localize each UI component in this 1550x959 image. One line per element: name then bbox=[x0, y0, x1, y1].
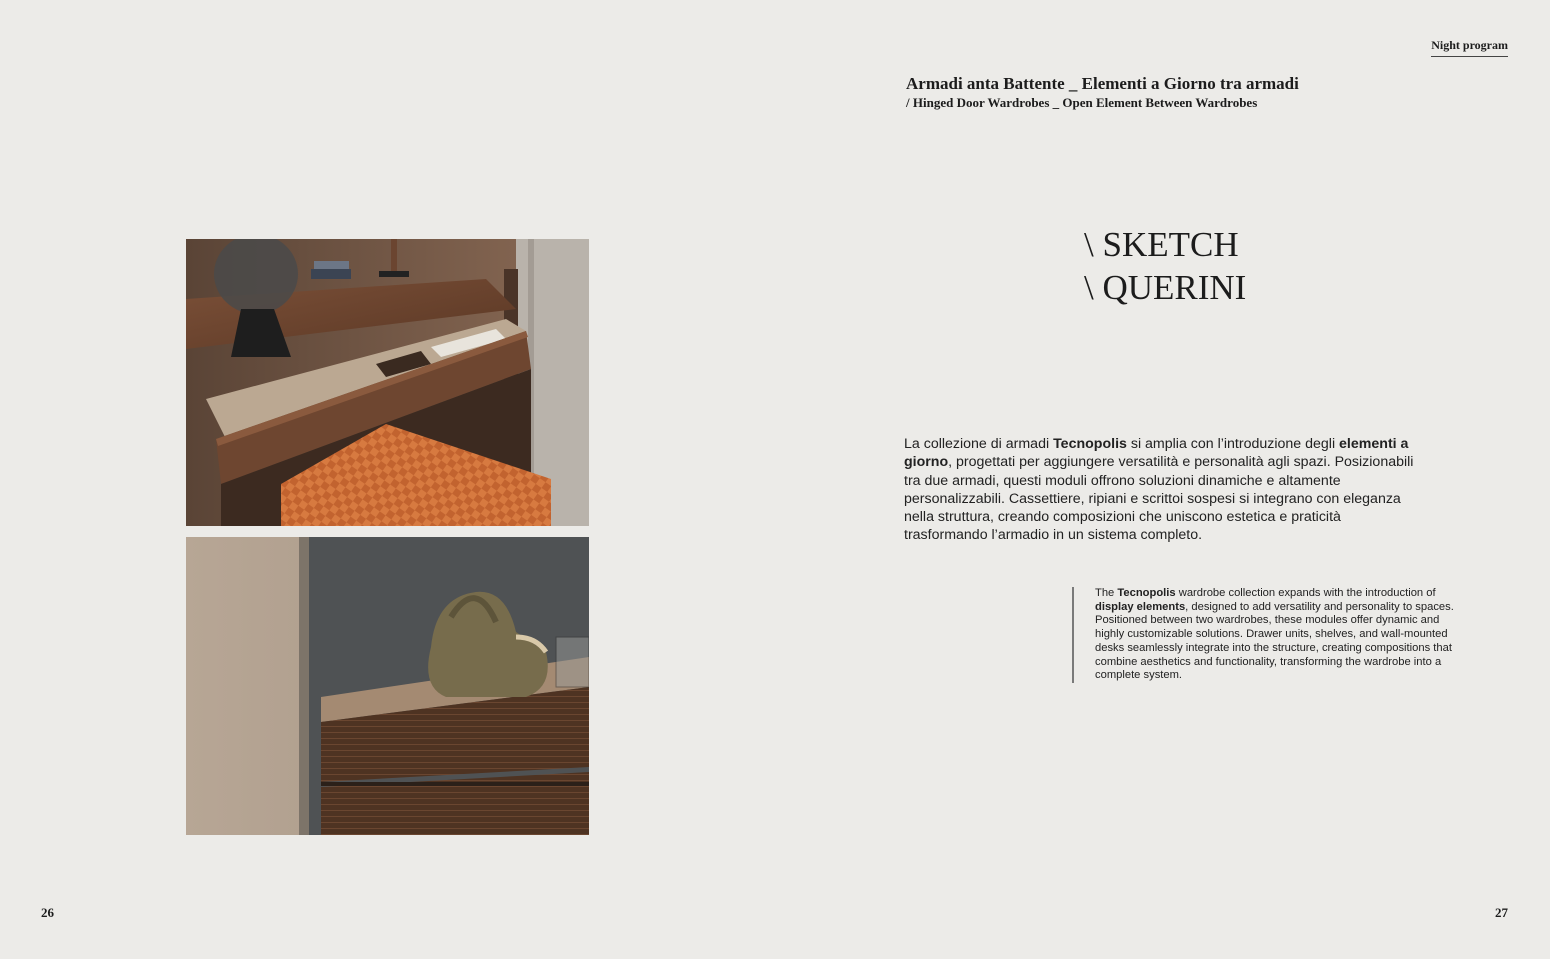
model-querini: \ QUERINI bbox=[1084, 268, 1247, 307]
page-number-left: 26 bbox=[41, 905, 54, 920]
heading-english: / Hinged Door Wardrobes _ Open Element Between Wardrobes bbox=[906, 95, 1258, 110]
text-bold: Tecnopolis bbox=[1053, 436, 1127, 452]
text-run: La collezione di armadi bbox=[904, 436, 1054, 452]
text-run: , progettati per aggiungere versatilità e personalità agli spazi. Posizionabili tra due armadi, questi moduli offrono soluzioni dinamiche e altamente personalizzabili. Cassettiere, ripiani e scrittoi sospesi si integrano con eleganza nella struttura, creando composizioni che uniscono estetica e praticità trasformando l’armadio in un sistema completo. bbox=[904, 454, 1414, 544]
photo-dresser-basket bbox=[186, 537, 589, 835]
text-bold: elementi a giorno bbox=[904, 436, 1409, 471]
photo-desk-drawer bbox=[186, 239, 589, 526]
text-run: , designed to add versatility and personality to spaces. Positioned between two wardrobes, these modules offer dynamic and highly customizable solutions. Drawer units, shelves, and wall-mounted desks seamlessly integrate into the structure, creating compositions that combine aesthetics and functionality, transforming the wardrobe into a complete system. bbox=[1095, 600, 1454, 682]
text-bold: display elements bbox=[1095, 600, 1186, 613]
page-number-right: 27 bbox=[1495, 905, 1508, 920]
text-run: si amplia con l’introduzione degli bbox=[1126, 436, 1340, 452]
description-italian bbox=[904, 435, 1424, 545]
description-english bbox=[1072, 587, 1459, 683]
heading-italian: Armadi anta Battente _ Elementi a Giorno tra armadi bbox=[906, 74, 1299, 93]
page-heading bbox=[906, 74, 1299, 111]
model-names bbox=[1084, 223, 1246, 309]
text-bold: Tecnopolis bbox=[1117, 587, 1176, 599]
model-sketch: \ SKETCH bbox=[1084, 225, 1239, 264]
text-run: The bbox=[1095, 587, 1118, 599]
section-label: Night program bbox=[1431, 38, 1508, 57]
text-run: wardrobe collection expands with the introduction of bbox=[1175, 587, 1436, 599]
